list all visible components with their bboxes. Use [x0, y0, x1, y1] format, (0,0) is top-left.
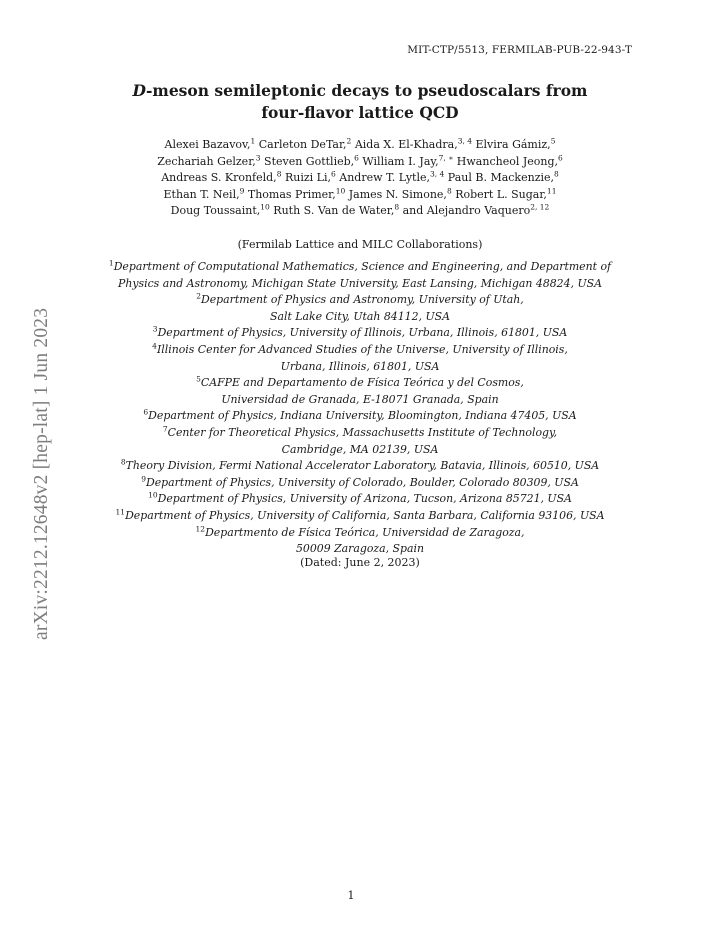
affiliation-text: Department of Physics, University of Arizona, Tucson, Arizona 85721, USA: [157, 492, 572, 506]
paper-title: [0, 80, 720, 124]
author-name: William I. Jay,: [358, 154, 439, 168]
affiliation-number: 9: [141, 474, 146, 484]
title-line-1: [0, 80, 720, 102]
author-affil-mark: 6: [558, 152, 563, 162]
affiliation-line: [0, 408, 720, 425]
author-affil-mark: 3, 4: [430, 169, 445, 179]
title-line-2: four-flavor lattice QCD: [261, 103, 459, 122]
author-affil-mark: 9: [239, 186, 245, 196]
affiliation-line: [0, 508, 720, 525]
affiliation-line: [0, 425, 720, 442]
author-affil-mark: 11: [546, 186, 557, 196]
title-italic-d: D: [132, 81, 146, 100]
affiliation-line: [0, 458, 720, 475]
affiliation-number: 6: [143, 407, 149, 417]
date-line: (Dated: June 2, 2023): [300, 556, 420, 569]
author-affil-mark: 2: [346, 136, 352, 146]
author-affil-mark: 8: [394, 202, 400, 212]
affiliation-text: Illinois Center for Advanced Studies of the Universe, University of Illinois,: [156, 342, 568, 356]
affiliation-line: [0, 525, 720, 542]
author-affil-mark: 8: [276, 169, 282, 179]
author-affil-mark: 6: [354, 152, 359, 162]
author-name: Ruizi Li,: [281, 171, 331, 185]
affiliation-number: 4: [152, 341, 157, 351]
affiliation-number: 12: [195, 523, 206, 533]
affiliation-text: Salt Lake City, Utah 84112, USA: [270, 309, 450, 323]
author-name: Ruth S. Van de Water,: [269, 204, 395, 218]
affiliation-text: CAFPE and Departamento de Física Teórica y del Cosmos,: [200, 376, 524, 390]
affiliation-text: Physics and Astronomy, Michigan State University, East Lansing, Michigan 48824, USA: [118, 276, 602, 290]
author-name: Steven Gottlieb,: [260, 154, 355, 168]
title-line-1-text: -meson semileptonic decays to pseudoscalars from: [145, 81, 588, 100]
affiliation-number: 8: [120, 457, 126, 467]
affiliation-number: 3: [152, 324, 158, 334]
author-name: Andrew T. Lytle,: [335, 171, 430, 185]
author-affil-mark: 3, 4: [457, 136, 472, 146]
author-line: [0, 203, 720, 220]
affiliation-number: 1: [108, 258, 114, 268]
author-affil-mark: 6: [330, 169, 336, 179]
author-name: James N. Simone,: [345, 187, 447, 201]
author-name: Elvira Gámiz,: [472, 138, 551, 151]
affiliation-text: 50009 Zaragoza, Spain: [296, 542, 424, 556]
author-name: Alexei Bazavov,: [164, 138, 251, 151]
author-name: Paul B. Mackenzie,: [444, 171, 555, 185]
affiliation-text: Universidad de Granada, E-18071 Granada, Spain: [221, 392, 499, 406]
affiliation-line: [0, 375, 720, 392]
author-name: Carleton DeTar,: [255, 138, 347, 151]
affiliation-line: [0, 442, 720, 459]
affiliation-number: 2: [196, 291, 201, 301]
author-name: Andreas S. Kronfeld,: [161, 171, 277, 185]
author-name: Ethan T. Neil,: [163, 187, 240, 201]
collaboration-line: (Fermilab Lattice and MILC Collaborations): [237, 238, 483, 251]
author-line: [0, 154, 720, 171]
author-affil-mark: 5: [550, 136, 556, 146]
report-number: MIT-CTP/5513, FERMILAB-PUB-22-943-T: [407, 44, 632, 56]
affiliation-text: Department of Computational Mathematics, Science and Engineering, and Department of: [113, 260, 612, 273]
affiliation-text: Department of Physics, Indiana University, Bloomington, Indiana 47405, USA: [148, 409, 577, 423]
author-line: [0, 187, 720, 204]
affiliation-line: [0, 309, 720, 326]
author-name: Zechariah Gelzer,: [157, 154, 256, 168]
affiliation-line: [0, 342, 720, 359]
author-affil-mark: 2, 12: [530, 202, 550, 212]
author-name: Hwancheol Jeong,: [453, 154, 559, 168]
author-name: Thomas Primer,: [244, 187, 336, 201]
author-name: Doug Toussaint,: [170, 204, 261, 218]
affiliation-line: [0, 276, 720, 293]
affiliation-text: Theory Division, Fermi National Accelerator Laboratory, Batavia, Illinois, 60510, USA: [125, 459, 600, 473]
affiliation-line: [0, 392, 720, 409]
affiliation-list: [0, 259, 720, 558]
author-affil-mark: 8: [554, 169, 559, 179]
author-affil-mark: 1: [250, 136, 256, 146]
author-affil-mark: 10: [335, 186, 346, 196]
author-name: Aida X. El-Khadra,: [351, 138, 458, 151]
arxiv-identifier-stamp: arXiv:2212.12648v2 [hep-lat] 1 Jun 2023: [31, 307, 52, 640]
author-name: and Alejandro Vaquero: [399, 204, 531, 218]
author-name: Robert L. Sugar,: [451, 187, 547, 201]
affiliation-number: 10: [148, 490, 158, 500]
author-affil-mark: 8: [446, 186, 452, 196]
author-list: [0, 137, 720, 220]
affiliation-text: Department of Physics and Astronomy, University of Utah,: [200, 293, 524, 307]
affiliation-line: [0, 475, 720, 492]
affiliation-text: Departmento de Física Teórica, Universidad de Zaragoza,: [205, 525, 525, 539]
affiliation-number: 11: [115, 507, 126, 517]
author-line: [0, 170, 720, 187]
affiliation-text: Department of Physics, University of California, Santa Barbara, California 93106, USA: [125, 508, 605, 522]
affiliation-line: [0, 359, 720, 376]
affiliation-text: Department of Physics, University of Illinois, Urbana, Illinois, 61801, USA: [157, 326, 568, 340]
page-number: 1: [347, 889, 355, 902]
affiliation-number: 5: [196, 374, 201, 384]
affiliation-text: Cambridge, MA 02139, USA: [281, 442, 439, 456]
author-line: [0, 137, 720, 154]
affiliation-number: 7: [162, 424, 168, 434]
affiliation-line: [0, 259, 720, 276]
author-affil-mark: 3: [255, 152, 261, 162]
affiliation-line: [0, 292, 720, 309]
affiliation-text: Center for Theoretical Physics, Massachusetts Institute of Technology,: [167, 425, 558, 439]
affiliation-text: Department of Physics, University of Colorado, Boulder, Colorado 80309, USA: [145, 475, 579, 489]
affiliation-line: [0, 325, 720, 342]
affiliation-text: Urbana, Illinois, 61801, USA: [280, 359, 440, 373]
author-affil-mark: 10: [260, 202, 270, 212]
author-affil-mark: 7, ∗: [438, 152, 454, 162]
affiliation-line: [0, 491, 720, 508]
